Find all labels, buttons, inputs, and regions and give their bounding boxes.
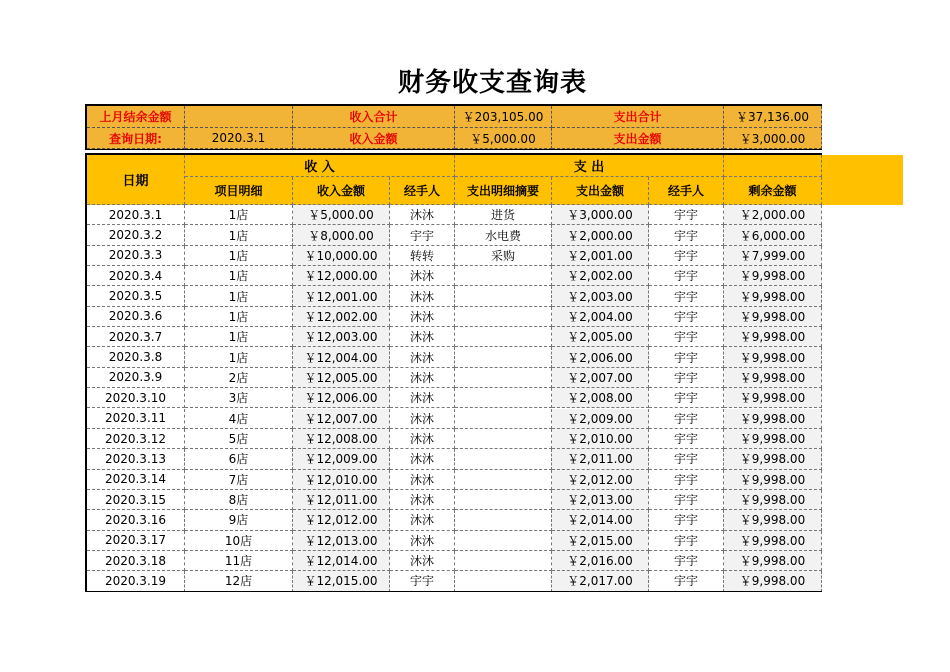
cell-date[interactable]: 2020.3.6 [87,307,185,327]
cell-balance[interactable]: ￥9,998.00 [724,409,822,429]
cell-income-amount[interactable]: ￥8,000.00 [293,225,390,245]
query-date-label: 查询日期: [87,128,185,149]
cell-date[interactable]: 2020.3.2 [87,225,185,245]
income-total-value[interactable]: ￥203,105.00 [455,106,552,128]
cell-item[interactable]: 1店 [185,307,293,327]
cell-expense-amount[interactable]: ￥2,006.00 [552,347,649,367]
cell-item[interactable]: 11店 [185,551,293,571]
cell-balance[interactable]: ￥9,998.00 [724,531,822,551]
cell-handler-expense[interactable]: 宇宇 [649,286,724,306]
cell-income-amount[interactable]: ￥12,002.00 [293,307,390,327]
cell-date[interactable]: 2020.3.11 [87,409,185,429]
cell-handler-income[interactable]: 沐沐 [390,551,455,571]
cell-handler-expense[interactable]: 宇宇 [649,470,724,490]
sheet-title: 财务收支查询表 [397,68,587,98]
cell-handler-income[interactable]: 沐沐 [390,347,455,367]
cell-income-amount[interactable]: ￥12,007.00 [293,409,390,429]
cell-item[interactable]: 1店 [185,266,293,286]
cell-expense-detail[interactable] [455,429,552,449]
cell-handler-expense[interactable]: 宇宇 [649,246,724,266]
cell-expense-detail[interactable] [455,286,552,306]
cell-handler-expense[interactable]: 宇宇 [649,510,724,530]
cell-handler-income[interactable]: 沐沐 [390,531,455,551]
cell-expense-detail[interactable] [455,327,552,347]
cell-balance[interactable]: ￥9,998.00 [724,551,822,571]
cell-expense-detail[interactable] [455,347,552,367]
cell-expense-detail[interactable]: 采购 [455,246,552,266]
cell-income-amount[interactable]: ￥12,013.00 [293,531,390,551]
cell-expense-detail[interactable] [455,571,552,591]
cell-handler-income[interactable]: 沐沐 [390,307,455,327]
cell-expense-detail[interactable] [455,409,552,429]
cell-income-amount[interactable]: ￥12,000.00 [293,266,390,286]
cell-date[interactable]: 2020.3.7 [87,327,185,347]
cell-item[interactable]: 1店 [185,246,293,266]
cell-date[interactable]: 2020.3.12 [87,429,185,449]
cell-expense-amount[interactable]: ￥2,013.00 [552,490,649,510]
cell-expense-detail[interactable]: 进货 [455,205,552,225]
cell-expense-detail[interactable] [455,531,552,551]
cell-date[interactable]: 2020.3.10 [87,388,185,408]
cell-income-amount[interactable]: ￥12,015.00 [293,571,390,591]
cell-handler-income[interactable]: 宇宇 [390,571,455,591]
cell-handler-expense[interactable]: 宇宇 [649,327,724,347]
cell-balance[interactable]: ￥9,998.00 [724,327,822,347]
cell-expense-detail[interactable] [455,266,552,286]
header-income-amount: 收入金额 [293,177,390,205]
header-balance-top [724,155,822,177]
cell-handler-income[interactable]: 沐沐 [390,286,455,306]
cell-item[interactable]: 1店 [185,347,293,367]
cell-balance[interactable]: ￥9,998.00 [724,286,822,306]
cell-handler-expense[interactable]: 宇宇 [649,205,724,225]
cell-handler-income[interactable]: 宇宇 [390,225,455,245]
cell-expense-detail[interactable] [455,307,552,327]
cell-balance[interactable]: ￥9,998.00 [724,368,822,388]
cell-handler-income[interactable]: 转转 [390,246,455,266]
cell-item[interactable]: 6店 [185,449,293,469]
cell-item[interactable]: 1店 [185,286,293,306]
cell-expense-detail[interactable] [455,470,552,490]
cell-expense-amount[interactable]: ￥2,009.00 [552,409,649,429]
cell-income-amount[interactable]: ￥12,004.00 [293,347,390,367]
cell-expense-detail[interactable] [455,490,552,510]
cell-item[interactable]: 2店 [185,368,293,388]
cell-handler-expense[interactable]: 宇宇 [649,266,724,286]
cell-handler-income[interactable]: 沐沐 [390,327,455,347]
cell-date[interactable]: 2020.3.17 [87,531,185,551]
cell-expense-amount[interactable]: ￥2,008.00 [552,388,649,408]
expense-total-value[interactable]: ￥37,136.00 [724,106,822,128]
cell-handler-expense[interactable]: 宇宇 [649,225,724,245]
cell-handler-income[interactable]: 沐沐 [390,368,455,388]
cell-expense-amount[interactable]: ￥2,005.00 [552,327,649,347]
header-balance: 剩余金额 [724,177,822,205]
cell-balance[interactable]: ￥7,999.00 [724,246,822,266]
query-date-value[interactable]: 2020.3.1 [185,128,293,149]
cell-balance[interactable]: ￥9,998.00 [724,388,822,408]
cell-date[interactable]: 2020.3.3 [87,246,185,266]
cell-handler-expense[interactable]: 宇宇 [649,368,724,388]
cell-income-amount[interactable]: ￥12,010.00 [293,470,390,490]
last-balance-label: 上月结余金额 [87,106,185,128]
cell-expense-amount[interactable]: ￥2,000.00 [552,225,649,245]
cell-expense-detail[interactable] [455,510,552,530]
cell-item[interactable]: 10店 [185,531,293,551]
income-amount-label: 收入金额 [293,128,455,149]
cell-expense-amount[interactable]: ￥2,014.00 [552,510,649,530]
cell-income-amount[interactable]: ￥12,012.00 [293,510,390,530]
cell-expense-amount[interactable]: ￥2,012.00 [552,470,649,490]
cell-income-amount[interactable]: ￥12,011.00 [293,490,390,510]
cell-item[interactable]: 3店 [185,388,293,408]
cell-expense-amount[interactable]: ￥3,000.00 [552,205,649,225]
header-expense-group: 支 出 [455,155,724,177]
cell-item[interactable]: 1店 [185,225,293,245]
header-expense-detail: 支出明细摘要 [455,177,552,205]
cell-expense-amount[interactable]: ￥2,017.00 [552,571,649,591]
cell-item[interactable]: 8店 [185,490,293,510]
cell-income-amount[interactable]: ￥10,000.00 [293,246,390,266]
cell-item[interactable]: 9店 [185,510,293,530]
cell-handler-income[interactable]: 沐沐 [390,409,455,429]
expense-amount-value[interactable]: ￥3,000.00 [724,128,822,149]
cell-expense-amount[interactable]: ￥2,002.00 [552,266,649,286]
table-bottom-border [85,591,822,592]
cell-handler-income[interactable]: 沐沐 [390,388,455,408]
cell-handler-expense[interactable]: 宇宇 [649,571,724,591]
cell-item[interactable]: 4店 [185,409,293,429]
cell-expense-amount[interactable]: ￥2,004.00 [552,307,649,327]
cell-handler-expense[interactable]: 宇宇 [649,409,724,429]
cell-income-amount[interactable]: ￥5,000.00 [293,205,390,225]
cell-balance[interactable]: ￥9,998.00 [724,490,822,510]
cell-handler-income[interactable]: 沐沐 [390,429,455,449]
header-date: 日期 [87,155,185,205]
cell-handler-income[interactable]: 沐沐 [390,205,455,225]
header-handler-expense: 经手人 [649,177,724,205]
cell-date[interactable]: 2020.3.5 [87,286,185,306]
cell-handler-income[interactable]: 沐沐 [390,510,455,530]
cell-balance[interactable]: ￥9,998.00 [724,510,822,530]
cell-balance[interactable]: ￥2,000.00 [724,205,822,225]
cell-handler-income[interactable]: 沐沐 [390,490,455,510]
header-handler-income: 经手人 [390,177,455,205]
cell-handler-income[interactable]: 沐沐 [390,449,455,469]
cell-handler-expense[interactable]: 宇宇 [649,347,724,367]
cell-date[interactable]: 2020.3.1 [87,205,185,225]
cell-date[interactable]: 2020.3.15 [87,490,185,510]
cell-date[interactable]: 2020.3.18 [87,551,185,571]
cell-expense-amount[interactable]: ￥2,003.00 [552,286,649,306]
cell-expense-amount[interactable]: ￥2,007.00 [552,368,649,388]
cell-expense-detail[interactable] [455,551,552,571]
cell-expense-detail[interactable]: 水电费 [455,225,552,245]
cell-handler-expense[interactable]: 宇宇 [649,429,724,449]
cell-expense-detail[interactable] [455,388,552,408]
cell-expense-amount[interactable]: ￥2,010.00 [552,429,649,449]
income-amount-value[interactable]: ￥5,000.00 [455,128,552,149]
expense-amount-label: 支出金额 [552,128,724,149]
header-income-group: 收 入 [185,155,455,177]
cell-expense-amount[interactable]: ￥2,015.00 [552,531,649,551]
cell-item[interactable]: 1店 [185,205,293,225]
cell-handler-expense[interactable]: 宇宇 [649,388,724,408]
expense-total-label: 支出合计 [552,106,724,128]
cell-income-amount[interactable]: ￥12,003.00 [293,327,390,347]
cell-income-amount[interactable]: ￥12,009.00 [293,449,390,469]
cell-income-amount[interactable]: ￥12,006.00 [293,388,390,408]
cell-expense-detail[interactable] [455,449,552,469]
header-overflow-fill [822,155,903,205]
cell-balance[interactable]: ￥9,998.00 [724,449,822,469]
cell-balance[interactable]: ￥9,998.00 [724,266,822,286]
cell-income-amount[interactable]: ￥12,014.00 [293,551,390,571]
cell-balance[interactable]: ￥6,000.00 [724,225,822,245]
cell-balance[interactable]: ￥9,998.00 [724,307,822,327]
cell-date[interactable]: 2020.3.13 [87,449,185,469]
cell-handler-expense[interactable]: 宇宇 [649,531,724,551]
cell-handler-expense[interactable]: 宇宇 [649,490,724,510]
cell-income-amount[interactable]: ￥12,008.00 [293,429,390,449]
summary-bottom-border [85,149,822,150]
last-balance-value[interactable] [185,106,293,128]
cell-balance[interactable]: ￥9,998.00 [724,429,822,449]
cell-expense-detail[interactable] [455,368,552,388]
cell-date[interactable]: 2020.3.8 [87,347,185,367]
cell-expense-amount[interactable]: ￥2,011.00 [552,449,649,469]
cell-date[interactable]: 2020.3.14 [87,470,185,490]
cell-balance[interactable]: ￥9,998.00 [724,470,822,490]
cell-handler-expense[interactable]: 宇宇 [649,551,724,571]
cell-item[interactable]: 5店 [185,429,293,449]
cell-income-amount[interactable]: ￥12,001.00 [293,286,390,306]
cell-expense-amount[interactable]: ￥2,001.00 [552,246,649,266]
cell-date[interactable]: 2020.3.16 [87,510,185,530]
cell-item[interactable]: 12店 [185,571,293,591]
cell-handler-expense[interactable]: 宇宇 [649,307,724,327]
cell-item[interactable]: 1店 [185,327,293,347]
cell-date[interactable]: 2020.3.9 [87,368,185,388]
cell-balance[interactable]: ￥9,998.00 [724,571,822,591]
cell-balance[interactable]: ￥9,998.00 [724,347,822,367]
cell-handler-income[interactable]: 沐沐 [390,266,455,286]
income-total-label: 收入合计 [293,106,455,128]
cell-handler-expense[interactable]: 宇宇 [649,449,724,469]
cell-expense-amount[interactable]: ￥2,016.00 [552,551,649,571]
cell-handler-income[interactable]: 沐沐 [390,470,455,490]
cell-income-amount[interactable]: ￥12,005.00 [293,368,390,388]
header-item: 项目明细 [185,177,293,205]
header-expense-amount: 支出金额 [552,177,649,205]
cell-item[interactable]: 7店 [185,470,293,490]
cell-date[interactable]: 2020.3.4 [87,266,185,286]
cell-date[interactable]: 2020.3.19 [87,571,185,591]
